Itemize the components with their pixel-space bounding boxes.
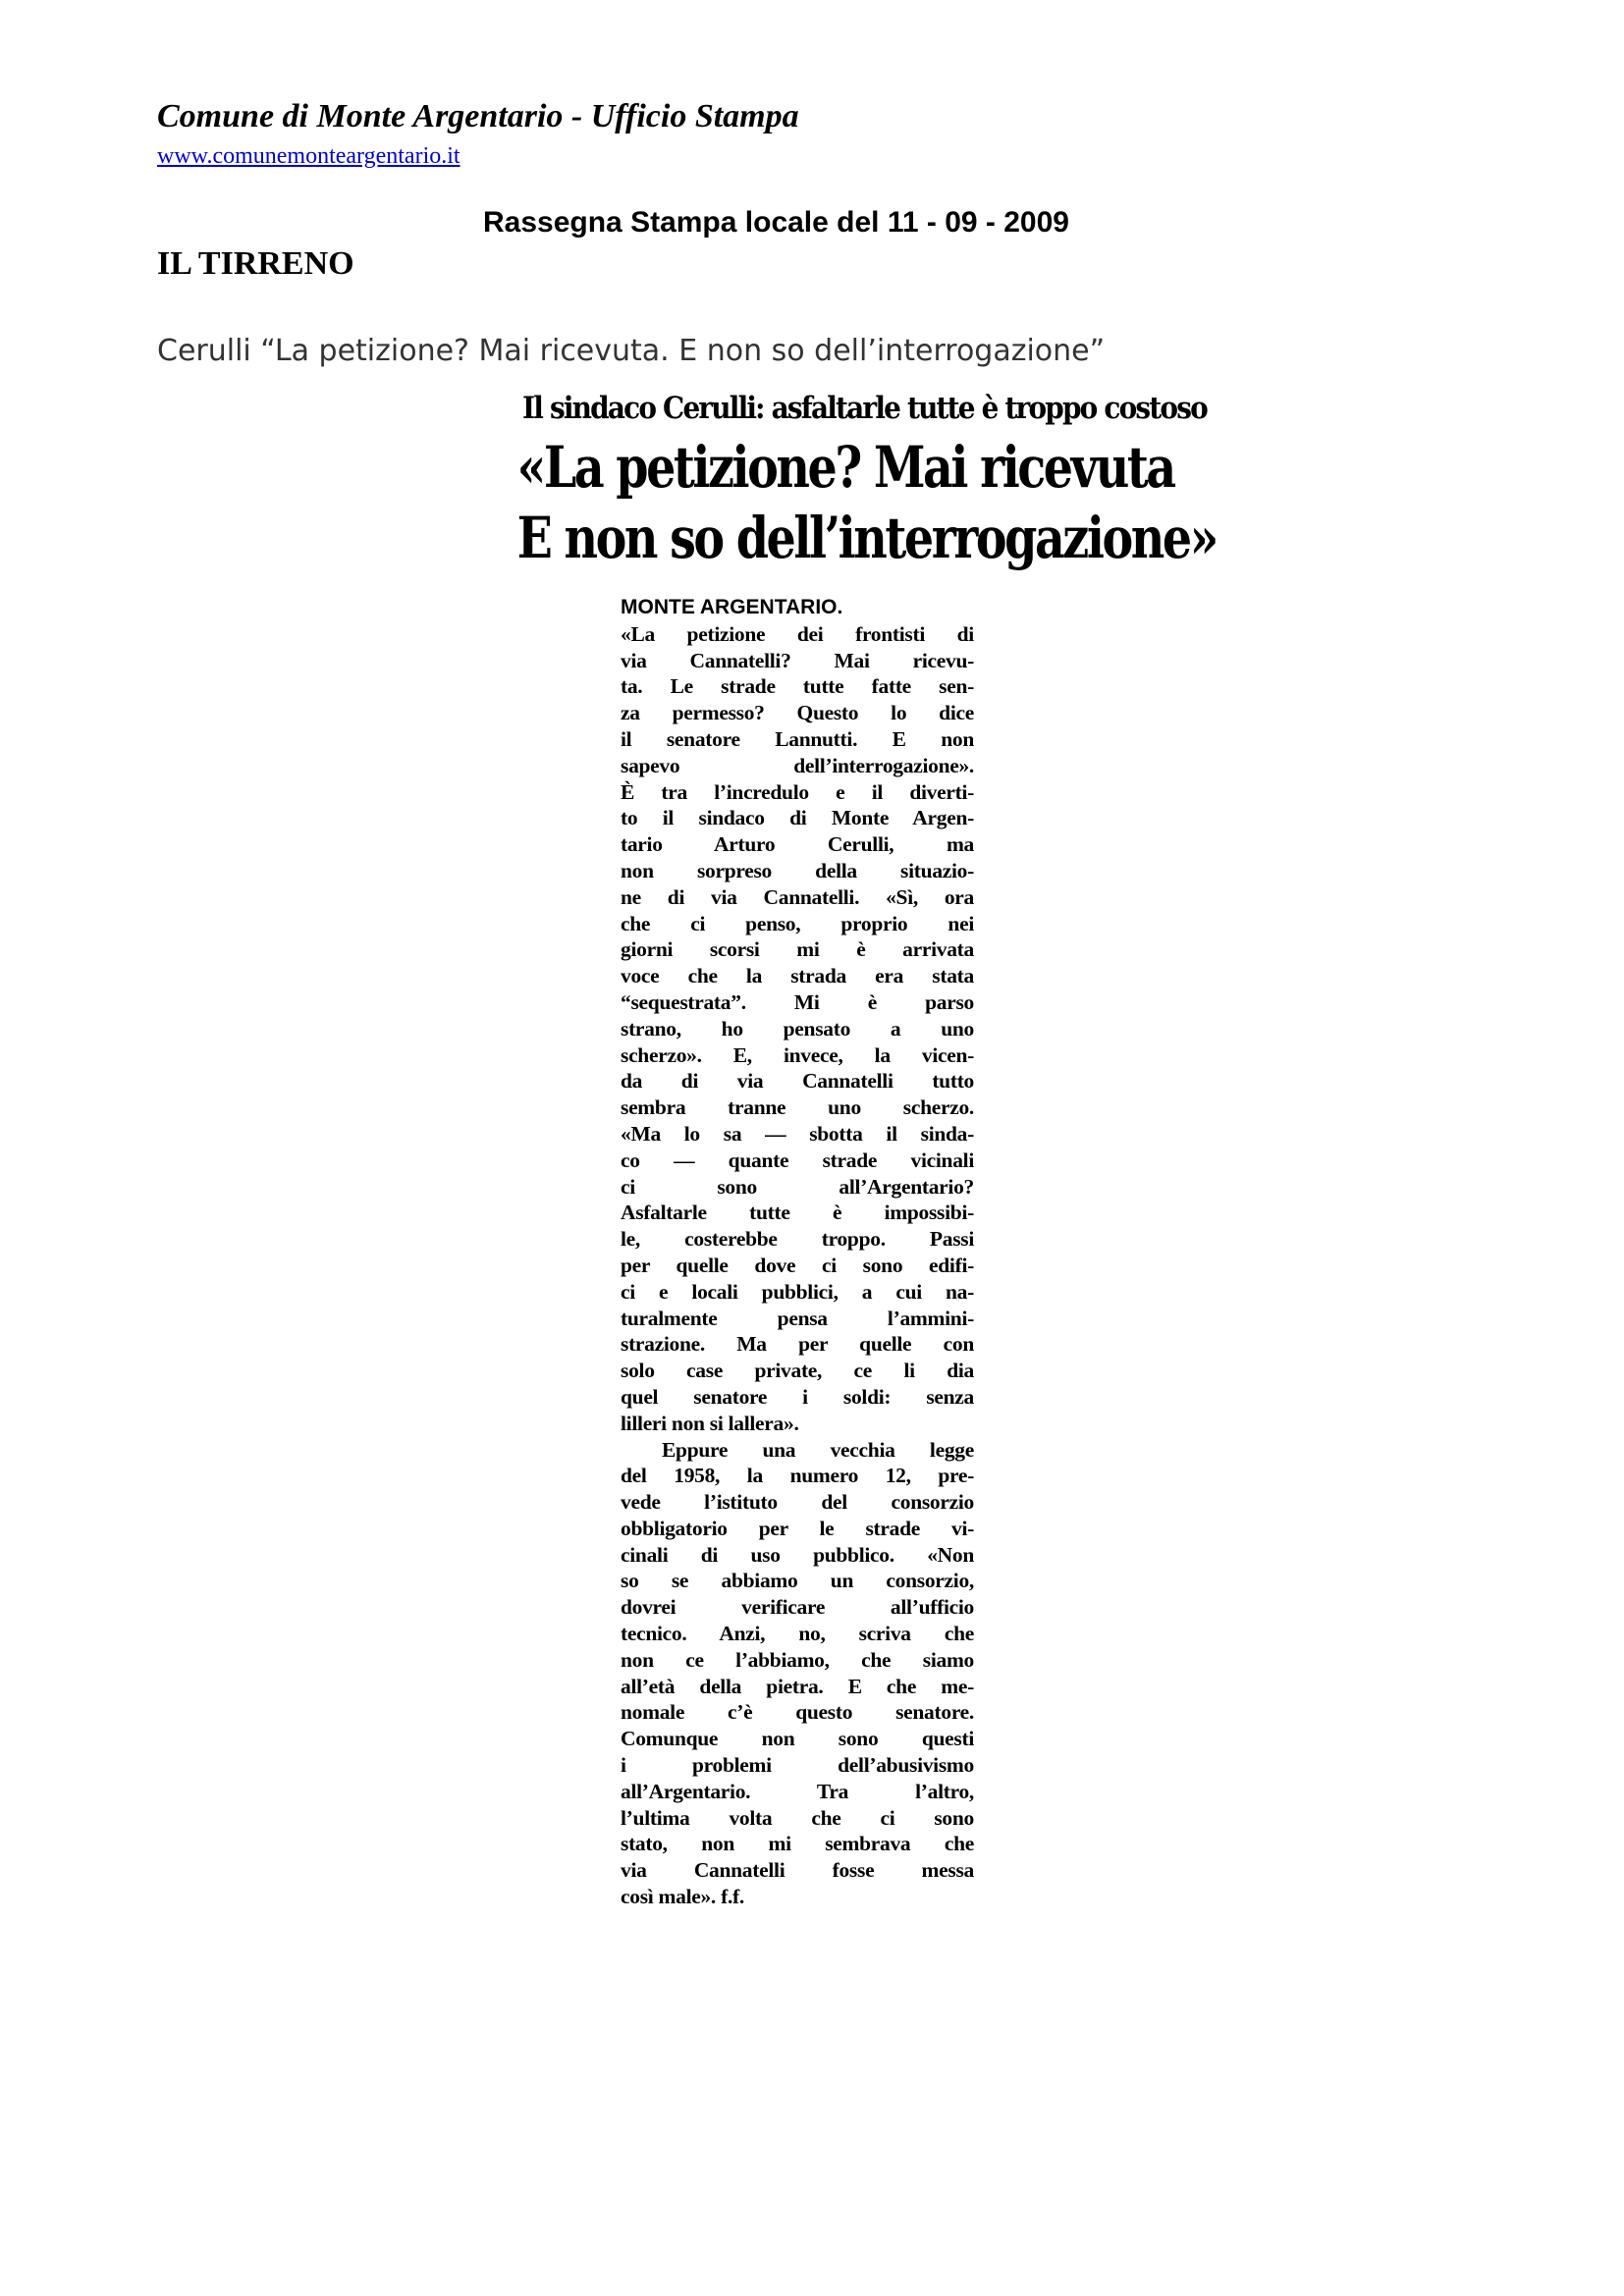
article-line: tecnico. Anzi, no, scriva che [621,1622,974,1646]
article-line: cinali di uso pubblico. «Non [621,1542,974,1567]
article-body [621,595,974,1910]
article-line: «La petizione dei frontisti di [621,621,974,646]
article-line: ta. Le strade tutte fatte sen- [621,674,974,699]
article-line: via Cannatelli fosse messa [621,1858,974,1883]
article-line: ci sono all’Argentario? [621,1174,974,1199]
article-line: sapevo dell’interrogazione». [621,753,974,777]
article-line: vede l’istituto del consorzio [621,1490,974,1515]
article-line: da di via Cannatelli tutto [621,1069,974,1094]
article-line: all’Argentario. Tra l’altro, [621,1779,974,1803]
article-dateline: MONTE ARGENTARIO. [621,596,843,618]
press-office-title: Comune di Monte Argentario - Ufficio Stampa [157,98,799,134]
article-line: voce che la strada era stata [621,964,974,988]
article-line: dovrei verificare all’ufficio [621,1595,974,1620]
headline-line-2: E non so dell’interrogazione» [516,505,1217,571]
article-line: del 1958, la numero 12, pre- [621,1464,974,1488]
article-line: per quelle dove ci sono edifi- [621,1253,974,1277]
article-line: strazione. Ma per quelle con [621,1332,974,1357]
article-line: ne di via Cannatelli. «Sì, ora [621,884,974,909]
article-line: strano, ho pensato a uno [621,1016,974,1041]
article-line: «Ma lo sa — sbotta il sinda- [621,1121,974,1146]
article-line: nomale c’è questo senatore. [621,1700,974,1725]
article-line: quel senatore i soldi: senza [621,1384,974,1409]
article-line: ci e locali pubblici, a cui na- [621,1279,974,1304]
article-line: non ce l’abbiamo, che siamo [621,1647,974,1672]
article-line: to il sindaco di Monte Argen- [621,806,974,830]
article-line: co — quante strade vicinali [621,1148,974,1172]
article-line: stato, non mi sembrava che [621,1832,974,1856]
article-line: Eppure una vecchia legge [662,1437,974,1462]
article-line: le, costerebbe troppo. Passi [621,1227,974,1252]
article-line: lilleri non si lallera». [621,1411,799,1435]
article-line: “sequestrata”. Mi è parso [621,989,974,1014]
article-line: scherzo». E, invece, la vicen- [621,1042,974,1067]
article-line: così male». f.f. [621,1885,744,1909]
headline-line-1: «La petizione? Mai ricevuta [516,434,1174,501]
article-kicker: Il sindaco Cerulli: asfaltarle tutte è troppo costoso [522,391,1207,426]
article-line: so se abbiamo un consorzio, [621,1569,974,1593]
article-line: giorni scorsi mi è arrivata [621,937,974,962]
article-paragraph-2 [621,1437,974,1910]
newspaper-name: IL TIRRENO [157,245,354,282]
press-review-date: Rassegna Stampa locale del 11 - 09 - 2009 [483,206,1069,239]
article-line: solo case private, ce li dia [621,1359,974,1383]
article-line: sembra tranne uno scherzo. [621,1095,974,1120]
article-line: che ci penso, proprio nei [621,911,974,935]
article-line: È tra l’incredulo e il diverti- [621,779,974,804]
article-line: l’ultima volta che ci sono [621,1805,974,1830]
article-summary-title: Cerulli “La petizione? Mai ricevuta. E non so dell’interrogazione” [157,334,1106,368]
article-line: tario Arturo Cerulli, ma [621,832,974,857]
article-line: non sorpreso della situazio- [621,858,974,882]
article-headline [516,432,1217,573]
article-paragraph-1 [621,621,974,1437]
website-link[interactable]: www.comunemonteargentario.it [157,143,460,169]
article-line: turalmente pensa l’ammini- [621,1306,974,1330]
article-line: il senatore Lannutti. E non [621,726,974,751]
article-line: obbligatorio per le strade vi- [621,1516,974,1540]
article-line: i problemi dell’abusivismo [621,1753,974,1778]
article-line: za permesso? Questo lo dice [621,701,974,725]
article-line: Asfaltarle tutte è impossibi- [621,1201,974,1225]
article-line: via Cannatelli? Mai ricevu- [621,648,974,672]
article-line: Comunque non sono questi [621,1727,974,1751]
article-line: all’età della pietra. E che me- [621,1674,974,1698]
